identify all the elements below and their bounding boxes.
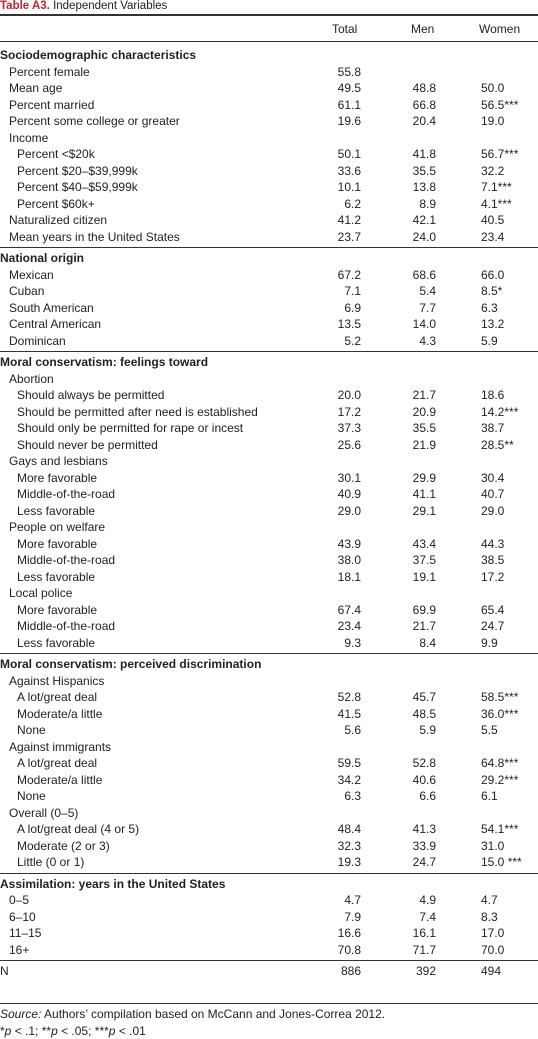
table-row (0, 113, 538, 130)
cell-total: 23.7 (337, 229, 361, 244)
row-label: None (17, 723, 46, 737)
table-row (0, 486, 538, 503)
row-label: Percent female (9, 64, 90, 79)
row-label: Percent $60k+ (17, 196, 95, 211)
cell-total: 17.2 (337, 404, 361, 419)
top-rule (0, 14, 538, 16)
row-label: 11–15 (9, 926, 42, 940)
column-header-men: Men (411, 22, 435, 36)
table-row (0, 146, 538, 163)
cell-men: 6.6 (419, 789, 436, 803)
section-header-row (0, 47, 538, 64)
row-label: People on welfare (9, 520, 106, 534)
table-row (0, 788, 538, 805)
cell-men: 20.4 (412, 114, 436, 128)
cell-women: 494 (481, 964, 502, 978)
cell-total: 20.0 (337, 388, 361, 402)
table-caption (0, 0, 167, 14)
table-row (0, 316, 538, 333)
row-label: A lot/great deal (17, 756, 98, 770)
cell-women: 56.5*** (481, 97, 519, 112)
table-row (0, 602, 538, 619)
cell-total: 25.6 (337, 437, 361, 452)
cell-men: 20.9 (412, 404, 436, 419)
row-label: Local police (9, 586, 73, 600)
cell-men: 35.5 (412, 421, 436, 435)
cell-women: 29.0 (481, 503, 505, 518)
table-row (0, 963, 538, 980)
table-row (0, 569, 538, 586)
cell-men: 7.7 (419, 300, 436, 315)
row-label: Against immigrants (9, 739, 112, 754)
table-row (0, 453, 538, 470)
cell-women: 8.3 (481, 909, 498, 924)
table-number: Table A3. (0, 0, 50, 12)
cell-total: 5.6 (344, 723, 361, 737)
bottom-rule (0, 1003, 538, 1004)
table-row (0, 585, 538, 602)
cell-men: 8.4 (419, 635, 436, 650)
cell-men: 392 (415, 964, 436, 978)
cell-men: 13.8 (412, 180, 436, 194)
cell-total: 6.3 (344, 789, 361, 803)
cell-women: 23.4 (481, 229, 505, 244)
cell-women: 32.2 (481, 163, 505, 178)
cell-women: 66.0 (481, 267, 505, 282)
table-row (0, 97, 538, 114)
cell-total: 41.2 (337, 213, 361, 227)
significance-note (0, 1023, 146, 1039)
row-label: Central American (9, 317, 102, 331)
cell-women: 28.5** (481, 437, 514, 452)
cell-total: 55.8 (337, 64, 361, 79)
row-label: Moderate/a little (17, 772, 103, 787)
row-label: Should never be permitted (17, 437, 158, 452)
cell-women: 4.7 (481, 893, 498, 907)
cell-total: 59.5 (337, 756, 361, 770)
table-row (0, 772, 538, 789)
cell-total: 34.2 (337, 772, 361, 787)
cell-total: 4.7 (344, 893, 361, 907)
cell-women: 65.4 (481, 602, 505, 617)
cell-men: 16.1 (412, 926, 436, 940)
row-label: Middle-of-the-road (17, 487, 116, 501)
cell-total: 5.2 (344, 333, 361, 348)
table-row (0, 229, 538, 246)
cell-women: 54.1*** (481, 822, 519, 836)
table-row (0, 925, 538, 942)
table-row (0, 470, 538, 487)
cell-women: 38.5 (481, 553, 505, 567)
cell-men: 21.7 (412, 619, 436, 633)
row-label: Percent married (9, 97, 95, 112)
section-header-row (0, 354, 538, 371)
cell-total: 6.9 (344, 300, 361, 315)
table-row (0, 536, 538, 553)
cell-total: 37.3 (337, 421, 361, 435)
row-label: 6–10 (9, 909, 36, 924)
cell-women: 5.9 (481, 333, 498, 348)
row-label: A lot/great deal (4 or 5) (17, 822, 140, 836)
section-divider (0, 247, 538, 248)
sig-p: p (51, 1024, 58, 1038)
row-label: Mean years in the United States (9, 229, 180, 244)
row-label: More favorable (17, 602, 98, 617)
cell-men: 14.0 (412, 317, 436, 331)
cell-men: 21.9 (412, 437, 436, 452)
table-row (0, 371, 538, 388)
table-row (0, 805, 538, 822)
cell-total: 40.9 (337, 487, 361, 501)
cell-men: 42.1 (412, 213, 436, 227)
cell-men: 48.8 (412, 81, 436, 95)
sig-threshold: < .05; (57, 1024, 95, 1038)
cell-total: 33.6 (337, 163, 361, 178)
table-row (0, 942, 538, 959)
cell-men: 5.4 (419, 284, 436, 298)
table-row (0, 854, 538, 871)
cell-women: 36.0*** (481, 706, 519, 721)
row-label: Middle-of-the-road (17, 619, 116, 633)
cell-men: 33.9 (412, 838, 436, 853)
table-row (0, 689, 538, 706)
row-label: Less favorable (17, 503, 96, 518)
cell-men: 19.1 (412, 569, 436, 584)
cell-men: 7.4 (419, 909, 436, 924)
row-label: Percent some college or greater (9, 114, 180, 128)
cell-men: 66.8 (412, 97, 436, 112)
row-label: Moderate (2 or 3) (17, 838, 110, 853)
row-label: Naturalized citizen (9, 213, 108, 227)
cell-men: 40.6 (412, 772, 436, 787)
section-divider (0, 873, 538, 874)
row-label: Should only be permitted for rape or incest (17, 421, 244, 435)
table-row (0, 519, 538, 536)
cell-total: 50.1 (337, 147, 361, 161)
cell-women: 8.5* (481, 284, 503, 298)
table-row (0, 420, 538, 437)
row-label: A lot/great deal (17, 690, 98, 704)
cell-men: 8.9 (419, 196, 436, 211)
cell-total: 6.2 (344, 196, 361, 211)
cell-men: 41.8 (412, 147, 436, 161)
table-row (0, 618, 538, 635)
row-label: Percent <$20k (17, 147, 95, 161)
row-label: Overall (0–5) (9, 805, 79, 820)
cell-women: 13.2 (481, 317, 505, 331)
cell-women: 7.1*** (481, 180, 512, 194)
cell-men: 41.3 (412, 822, 436, 836)
row-label: Cuban (9, 284, 45, 298)
cell-men: 45.7 (412, 690, 436, 704)
row-label: Abortion (9, 371, 54, 386)
cell-women: 64.8*** (481, 756, 519, 770)
table-row (0, 821, 538, 838)
cell-total: 7.9 (344, 909, 361, 924)
cell-men: 68.6 (412, 267, 436, 282)
row-label: Should be permitted after need is established (17, 404, 258, 419)
table-row (0, 404, 538, 421)
row-label: Gays and lesbians (9, 454, 108, 468)
sig-threshold: < .01 (115, 1024, 146, 1038)
table-title: Independent Variables (53, 0, 168, 12)
cell-women: 29.2*** (481, 772, 519, 787)
table-row (0, 838, 538, 855)
table-row (0, 437, 538, 454)
cell-total: 10.1 (337, 180, 361, 194)
cell-women: 70.0 (481, 942, 505, 957)
header-rule (0, 41, 538, 42)
cell-men: 5.9 (419, 723, 436, 737)
source-note (0, 1006, 385, 1022)
row-label: Middle-of-the-road (17, 553, 116, 567)
cell-total: 43.9 (337, 536, 361, 551)
table-row (0, 739, 538, 756)
cell-men: 24.0 (412, 229, 436, 244)
table-row (0, 552, 538, 569)
source-label: Source: (0, 1007, 42, 1021)
cell-women: 18.6 (481, 388, 505, 402)
cell-men: 24.7 (412, 855, 436, 869)
section-header-row (0, 876, 538, 893)
table-row (0, 130, 538, 147)
cell-women: 40.7 (481, 487, 505, 501)
row-label: Less favorable (17, 635, 96, 650)
row-label: 0–5 (9, 893, 30, 907)
cell-women: 50.0 (481, 81, 505, 95)
table-row (0, 755, 538, 772)
table-row (0, 196, 538, 213)
row-label: Little (0 or 1) (17, 855, 85, 869)
section-divider (0, 351, 538, 352)
cell-total: 61.1 (337, 97, 361, 112)
row-label: Should always be permitted (17, 388, 165, 402)
cell-total: 67.2 (337, 267, 361, 282)
cell-women: 5.5 (481, 723, 498, 737)
cell-women: 30.4 (481, 470, 505, 485)
column-header-total: Total (332, 22, 358, 36)
row-label: Less favorable (17, 569, 96, 584)
cell-men: 29.1 (412, 503, 436, 518)
cell-women: 19.0 (481, 114, 505, 128)
section-title: Assimilation: years in the United States (0, 876, 226, 891)
table-row (0, 387, 538, 404)
cell-men: 29.9 (412, 470, 436, 485)
row-label: Mean age (9, 81, 63, 95)
cell-total: 30.1 (337, 470, 361, 485)
table-row (0, 267, 538, 284)
sig-threshold: < .1; (11, 1024, 42, 1038)
table-row (0, 64, 538, 81)
table-row (0, 635, 538, 652)
cell-total: 886 (340, 964, 361, 978)
row-label: More favorable (17, 536, 98, 551)
table-row (0, 80, 538, 97)
sig-stars: * (0, 1024, 5, 1038)
section-header-row (0, 250, 538, 267)
table-row (0, 283, 538, 300)
section-divider (0, 960, 538, 961)
cell-men: 37.5 (412, 553, 436, 567)
cell-total: 19.3 (337, 855, 361, 869)
column-header-women: Women (479, 22, 521, 36)
cell-total: 7.1 (344, 284, 361, 298)
cell-total: 23.4 (337, 619, 361, 633)
cell-men: 4.9 (419, 893, 436, 907)
table-row (0, 706, 538, 723)
table-row (0, 163, 538, 180)
row-label: South American (9, 300, 94, 315)
cell-women: 58.5*** (481, 690, 519, 704)
row-label: Moderate/a little (17, 706, 103, 721)
row-label: Percent $20–$39,999k (17, 163, 138, 178)
cell-total: 9.3 (344, 635, 361, 650)
cell-women: 56.7*** (481, 147, 519, 161)
cell-women: 4.1*** (481, 196, 512, 211)
row-label: More favorable (17, 470, 98, 485)
sig-stars: ** (41, 1024, 52, 1038)
cell-women: 17.2 (481, 569, 505, 584)
sig-stars: *** (94, 1024, 109, 1038)
section-title: Moral conservatism: feelings toward (0, 355, 209, 369)
cell-men: 69.9 (412, 602, 436, 617)
cell-total: 16.6 (337, 926, 361, 940)
table-row (0, 300, 538, 317)
cell-total: 38.0 (337, 553, 361, 567)
row-label: Percent $40–$59,999k (17, 180, 138, 194)
section-divider (0, 653, 538, 654)
cell-women: 9.9 (481, 635, 498, 650)
cell-men: 71.7 (412, 942, 436, 957)
row-label: Against Hispanics (9, 673, 105, 688)
cell-women: 14.2*** (481, 404, 519, 419)
row-label: Income (9, 130, 49, 145)
cell-total: 32.3 (337, 838, 361, 853)
section-title: Moral conservatism: perceived discrimination (0, 657, 262, 671)
cell-total: 13.5 (337, 317, 361, 331)
cell-men: 52.8 (412, 756, 436, 770)
cell-women: 17.0 (481, 926, 505, 940)
cell-women: 15.0 *** (481, 855, 522, 869)
section-header-row (0, 656, 538, 673)
cell-men: 35.5 (412, 163, 436, 178)
cell-men: 4.3 (419, 333, 436, 348)
section-title: Sociodemographic characteristics (0, 48, 197, 62)
cell-men: 48.5 (412, 706, 436, 721)
sig-p: p (4, 1024, 12, 1038)
cell-total: 48.4 (337, 822, 361, 836)
cell-women: 44.3 (481, 536, 505, 551)
row-label: Dominican (9, 333, 66, 348)
cell-women: 6.1 (481, 789, 498, 803)
table-row (0, 212, 538, 229)
row-label: N (0, 964, 9, 978)
section-title: National origin (0, 251, 84, 265)
column-header-row (0, 21, 538, 38)
table-row (0, 179, 538, 196)
row-label: None (17, 789, 46, 803)
row-label: 16+ (9, 942, 30, 957)
row-label: Mexican (9, 267, 54, 282)
cell-total: 52.8 (337, 690, 361, 704)
table-row (0, 673, 538, 690)
cell-total: 41.5 (337, 706, 361, 721)
table-row (0, 333, 538, 350)
cell-total: 29.0 (337, 503, 361, 518)
source-text: Authors’ compilation based on McCann and Jones-Correa 2012. (41, 1007, 386, 1021)
cell-men: 41.1 (412, 487, 436, 501)
cell-women: 6.3 (481, 300, 498, 315)
cell-total: 70.8 (337, 942, 361, 957)
cell-total: 67.4 (337, 602, 361, 617)
cell-total: 49.5 (337, 81, 361, 95)
cell-men: 21.7 (412, 388, 436, 402)
table-row (0, 722, 538, 739)
sig-p: p (108, 1024, 116, 1038)
cell-women: 24.7 (481, 619, 505, 633)
cell-total: 19.6 (337, 114, 361, 128)
table-row (0, 503, 538, 520)
cell-total: 18.1 (337, 569, 361, 584)
cell-women: 40.5 (481, 213, 505, 227)
cell-women: 38.7 (481, 421, 505, 435)
table-row (0, 892, 538, 909)
table-row (0, 909, 538, 926)
cell-women: 31.0 (481, 838, 505, 853)
cell-men: 43.4 (412, 536, 436, 551)
